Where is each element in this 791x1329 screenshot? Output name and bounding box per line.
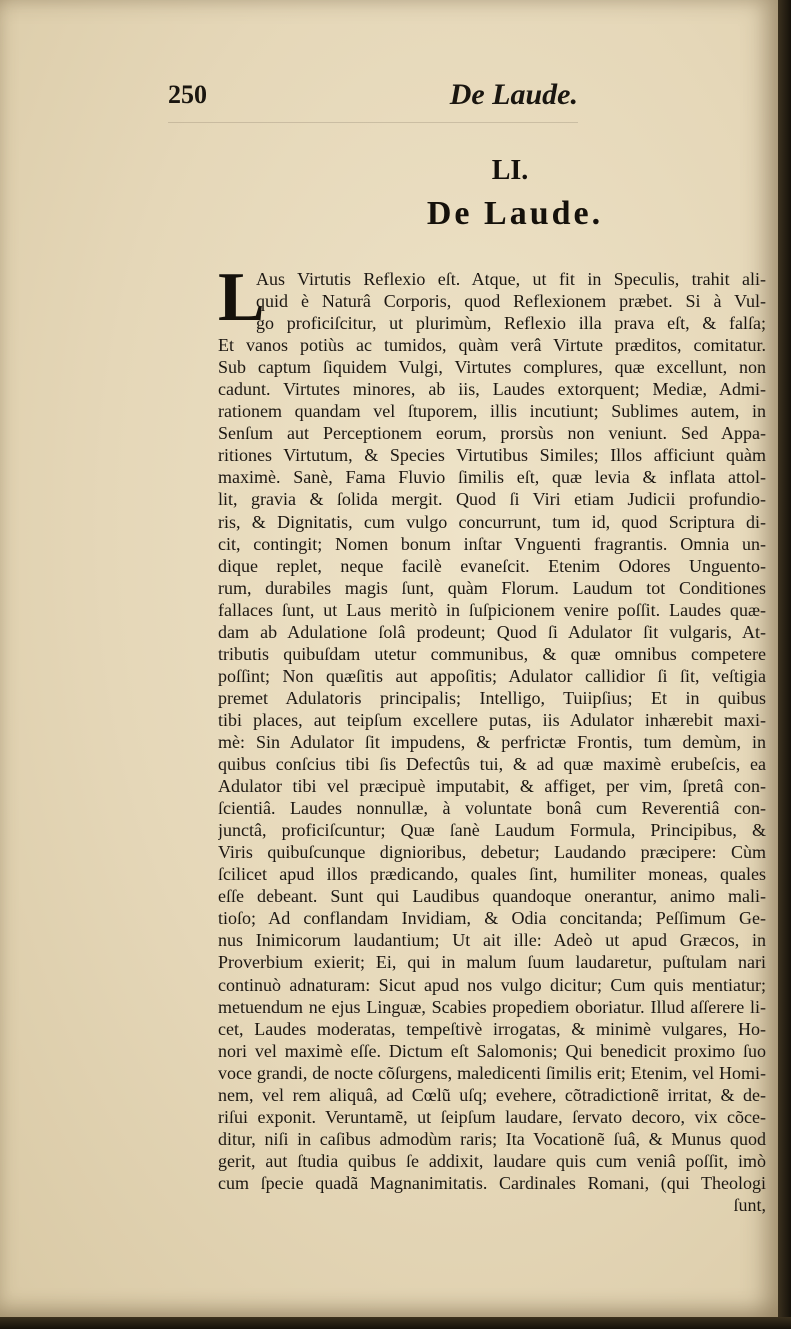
page-edge-bottom: [0, 1317, 791, 1329]
text-line: quid è Naturâ Corporis, quod Reflexionem præbet. Si à Vul-: [256, 291, 766, 312]
text-line: junctâ, proficiſcuntur; Quæ ſanè Laudum Formula, Principibus, &: [218, 820, 766, 841]
text-line: voce grandi, de nocte cõſurgens, maledicenti ſimilis erit; Etenim, vel Homi-: [218, 1062, 766, 1083]
text-line: nori vel maximè eſſe. Dictum eſt Salomonis; Qui benedicit proximo ſuo: [218, 1040, 766, 1061]
text-line: tributis quibuſdam utetur communibus, & quæ omnibus competere: [218, 643, 766, 664]
header-rule: [168, 122, 578, 123]
page-header: [168, 80, 588, 120]
text-line: ritiones Virtutum, & Species Virtutibus Similes; Illos afficiunt quàm: [218, 445, 766, 466]
text-line: gerit, aut ſtudia quibus ſe addixit, laudare quis cum veniâ poſſit, imò: [218, 1150, 766, 1171]
text-line: quibus conſcius tibi ſis Defectûs tui, & ad quæ maximè erubeſcis, ea: [218, 754, 766, 775]
page-edge-right: [778, 0, 791, 1329]
text-line: dique replet, neque facilè evaneſcit. Etenim Odores Unguento-: [218, 555, 766, 576]
text-line: mè: Sin Adulator ſit impudens, & perfrictæ Frontis, tum demùm, in: [218, 731, 766, 752]
text-line: Proverbium exierit; Ei, qui in malum ſuum laudaretur, puſtulam nari: [218, 952, 766, 973]
text-line: fallaces ſunt, ut Laus meritò in ſuſpicionem venire poſſit. Laudes quæ-: [218, 599, 766, 620]
text-line: cet, Laudes moderatas, tempeſtivè irrogatas, & minimè vulgares, Ho-: [218, 1018, 766, 1039]
text-line: tioſo; Ad conflandam Invidiam, & Odia concitanda; Peſſimum Ge-: [218, 908, 766, 929]
text-line: nus Inimicorum laudantium; Ut ait ille: Adeò ut apud Græcos, in: [218, 930, 766, 951]
text-line: lit, gravia & ſolida mergit. Quod ſi Viri etiam Judicii profundio-: [218, 489, 766, 510]
text-line: poſſint; Non quæſitis aut appoſitis; Adulator callidior ſi ſit, veſtigia: [218, 665, 766, 686]
text-line: ris, & Dignitatis, cum vulgo concurrunt, tum id, quod Scriptura di-: [218, 511, 766, 532]
drop-cap: L: [218, 259, 265, 336]
text-line: riſui exponit. Veruntamẽ, ut ſeipſum laudare, ſervato decoro, vix cõce-: [218, 1106, 766, 1127]
text-line: cit, contingit; Nomen bonum inſtar Vnguenti fragrantis. Omnia un-: [218, 533, 766, 554]
text-line: Sub captum ſiquidem Vulgi, Virtutes complures, quæ excellunt, non: [218, 357, 766, 378]
text-line: maximè. Sanè, Fama Fluvio ſimilis eſt, quæ levia & inflata attol-: [218, 467, 766, 488]
text-line: nem, vel rem aliquâ, ad Cœlũ uſq; evehere, cõtradictionẽ irritat, & de-: [218, 1084, 766, 1105]
text-line: rum, durabiles magis ſunt, quàm Florum. Laudum tot Conditiones: [218, 577, 766, 598]
text-line: continuò adnaturam: Sicut apud nos vulgo dicitur; Cum quis mentiatur;: [218, 974, 766, 995]
text-line: tibi places, aut teipſum excellere putas, iis Adulator inhærebit maxi-: [218, 709, 766, 730]
text-line: premet Adulatoris principalis; Intelligo, Tuiipſius; Et in quibus: [218, 687, 766, 708]
section-title: De Laude.: [426, 195, 604, 232]
section-number: LI.: [491, 155, 529, 186]
text-line: go proficiſcitur, ut plurimùm, Reflexio illa prava eſt, & falſa;: [256, 313, 766, 334]
text-line: rationem quandam vel ſtuporem, illis incutiunt; Sublimes autem, in: [218, 401, 766, 422]
text-line: ſcilicet apud illos prædicando, quales ſint, humiliter moneas, quales: [218, 864, 766, 885]
text-line: ſunt,: [733, 1194, 766, 1215]
text-line: ditur, niſi in caſibus admodùm raris; Ita Vocationẽ ſuâ, & Munus quod: [218, 1128, 766, 1149]
text-line: Aus Virtutis Reflexio eſt. Atque, ut fit in Speculis, trahit ali-: [256, 269, 766, 289]
text-line: Adulator tibi vel præcipuè imputabit, & affiget, per vim, ſpretâ con-: [218, 776, 766, 797]
text-line: ſcientiâ. Laudes nonnullæ, à voluntate bonâ cum Reverentiâ con-: [218, 798, 766, 819]
text-line: eſſe debeant. Sunt qui Laudibus quandoque onerantur, animo mali-: [218, 886, 766, 907]
text-line: dam ab Adulatione ſolâ prodeunt; Quod ſi Adulator ſit vulgaris, At-: [218, 621, 766, 642]
text-line: Viris quibuſcunque dignioribus, debetur; Laudando præcipere: Cùm: [218, 842, 766, 863]
page-number: 250: [168, 80, 207, 109]
text-line: cum ſpecie quadã Magnanimitatis. Cardinales Romani, (qui Theologi: [218, 1172, 766, 1193]
body-text: [218, 259, 766, 1216]
text-line: cadunt. Virtutes minores, ab iis, Laudes extorquent; Mediæ, Admi-: [218, 379, 766, 400]
running-head: De Laude.: [449, 78, 578, 111]
text-line: metuendum ne ejus Linguæ, Scabies propediem oboriatur. Illud aſſerere li-: [218, 996, 766, 1017]
text-line: Senſum aut Perceptionem eorum, prorsùs non veniunt. Sed Appa-: [218, 423, 766, 444]
text-line: Et vanos potiùs ac tumidos, quàm verâ Virtute præditos, comitatur.: [218, 335, 766, 356]
